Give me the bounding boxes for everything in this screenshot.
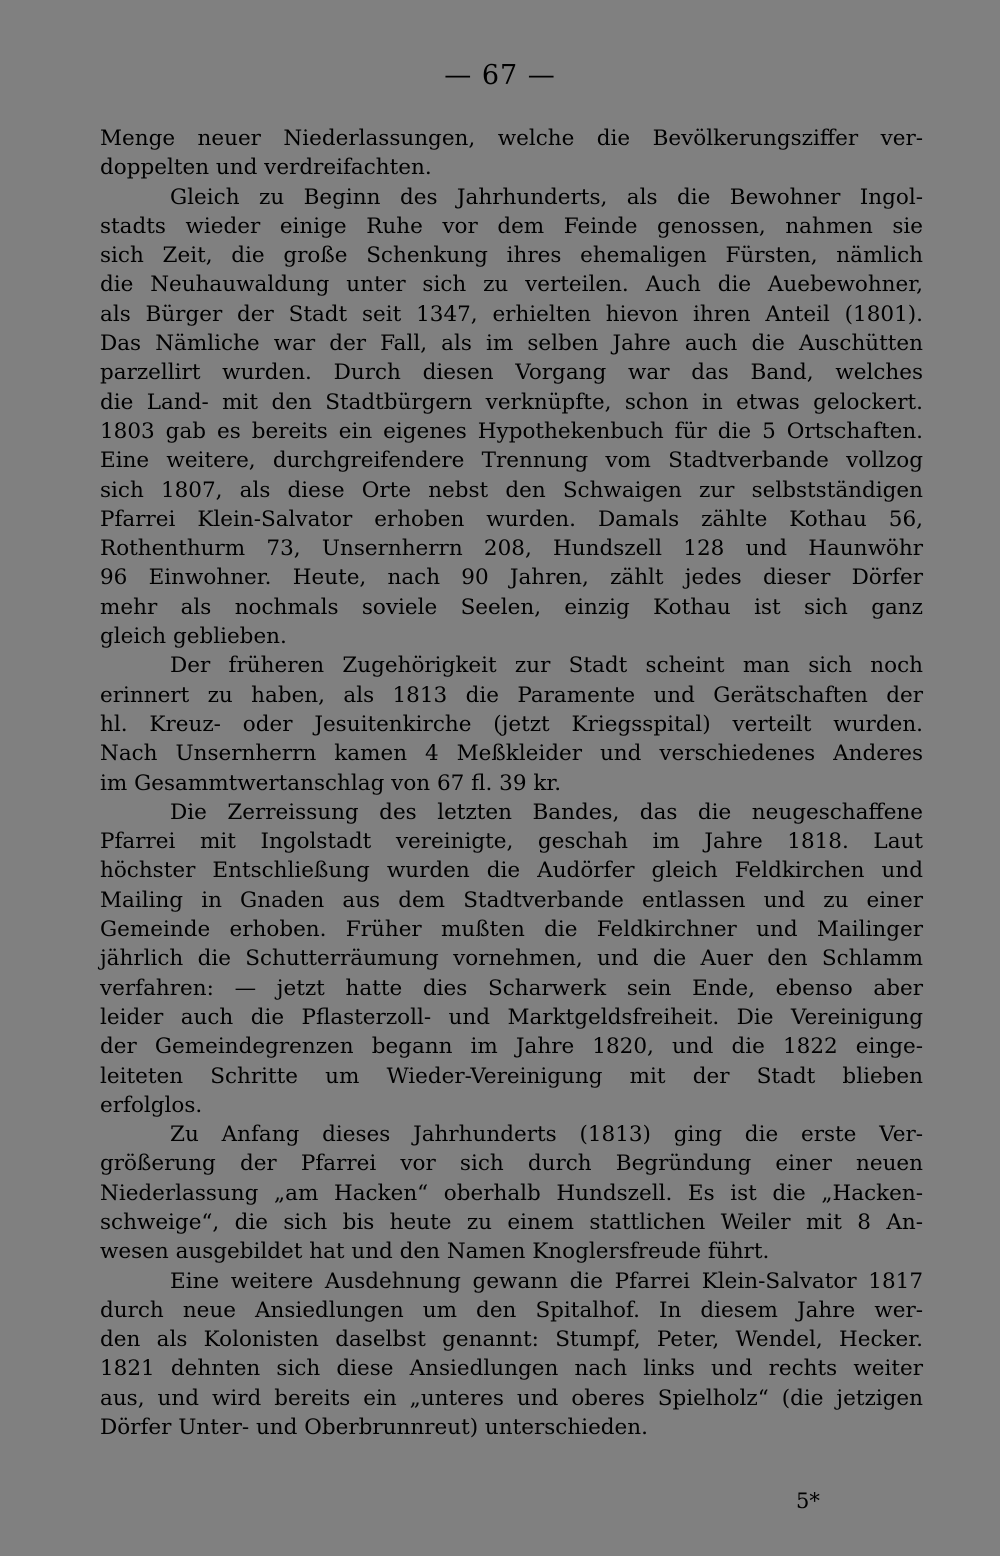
text-line: erfolglos.: [100, 1092, 203, 1118]
paragraph: [100, 183, 923, 652]
text-line: mehr als nochmals soviele Seelen, einzig Kothau ist sich ganz: [100, 594, 923, 620]
text-line: Die Zerreissung des letzten Bandes, das die neugeschaffene: [170, 799, 923, 825]
signature-mark: 5*: [796, 1489, 820, 1513]
text-line: aus, und wird bereits ein „unteres und oberes Spielholz“ (die jetzigen: [100, 1385, 923, 1411]
text-line: höchster Entschließung wurden die Audörfer gleich Feldkirchen und: [100, 858, 923, 884]
paragraph: [100, 798, 923, 1120]
text-line: als Bürger der Stadt seit 1347, erhielten hievon ihren Anteil (1801).: [100, 301, 923, 327]
text-line: Nach Unsernherrn kamen 4 Meßkleider und verschiedenes Anderes: [100, 741, 923, 767]
text-line: Mailing in Gnaden aus dem Stadtverbande entlassen und zu einer: [100, 887, 923, 913]
text-line: stadts wieder einige Ruhe vor dem Feinde genossen, nahmen sie: [100, 213, 923, 239]
text-line: doppelten und verdreifachten.: [100, 155, 432, 181]
text-line: hl. Kreuz- oder Jesuitenkirche (jetzt Kriegsspital) verteilt wurden.: [100, 711, 923, 737]
text-line: größerung der Pfarrei vor sich durch Begründung einer neuen: [100, 1151, 923, 1177]
text-line: Rothenthurm 73, Unsernherrn 208, Hundszell 128 und Haunwöhr: [100, 536, 923, 562]
text-line: die Neuhauwaldung unter sich zu verteilen. Auch die Auebewohner,: [100, 272, 923, 298]
text-line: gleich geblieben.: [100, 624, 287, 650]
text-line: Dörfer Unter- und Oberbrunnreut) unterschieden.: [100, 1415, 648, 1441]
text-line: Menge neuer Niederlassungen, welche die Bevölkerungsziffer ver-: [100, 126, 923, 151]
text-line: Eine weitere, durchgreifendere Trennung vom Stadtverbande vollzog: [100, 448, 923, 474]
text-line: den als Kolonisten daselbst genannt: Stumpf, Peter, Wendel, Hecker.: [100, 1327, 923, 1353]
text-line: im Gesammtwertanschlag von 67 fl. 39 kr.: [100, 770, 562, 796]
page-number: — 67 —: [444, 60, 556, 91]
text-line: wesen ausgebildet hat und den Namen Knoglersfreude führt.: [100, 1239, 770, 1265]
text-line: der Gemeindegrenzen begann im Jahre 1820, und die 1822 einge-: [100, 1034, 923, 1060]
text-line: leider auch die Pflasterzoll- und Marktgeldsfreiheit. Die Vereinigung: [100, 1004, 923, 1030]
text-line: Der früheren Zugehörigkeit zur Stadt scheint man sich noch: [170, 653, 923, 679]
text-line: sich 1807, als diese Orte nebst den Schwaigen zur selbstständigen: [100, 477, 923, 503]
text-line: leiteten Schritte um Wieder-Vereinigung mit der Stadt blieben: [100, 1063, 923, 1089]
text-line: durch neue Ansiedlungen um den Spitalhof. In diesem Jahre wer-: [100, 1297, 923, 1323]
paragraph: [100, 1267, 923, 1443]
text-line: Gleich zu Beginn des Jahrhunderts, als die Bewohner Ingol-: [170, 184, 923, 210]
text-line: Pfarrei Klein-Salvator erhoben wurden. Damals zählte Kothau 56,: [100, 506, 923, 532]
text-line: die Land- mit den Stadtbürgern verknüpfte, schon in etwas gelockert.: [100, 389, 923, 415]
text-line: erinnert zu haben, als 1813 die Paramente und Gerätschaften der: [100, 682, 923, 708]
paragraph: [100, 1120, 923, 1266]
text-line: 96 Einwohner. Heute, nach 90 Jahren, zählt jedes dieser Dörfer: [100, 565, 923, 591]
text-line: Eine weitere Ausdehnung gewann die Pfarrei Klein-Salvator 1817: [170, 1268, 923, 1294]
text-line: Niederlassung „am Hacken“ oberhalb Hundszell. Es ist die „Hacken-: [100, 1180, 923, 1206]
text-line: Gemeinde erhoben. Früher mußten die Feldkirchner und Mailinger: [100, 917, 923, 943]
text-line: Das Nämliche war der Fall, als im selben Jahre auch die Auschütten: [100, 331, 923, 357]
text-line: 1803 gab es bereits ein eigenes Hypothekenbuch für die 5 Ortschaften.: [100, 418, 923, 444]
text-line: Pfarrei mit Ingolstadt vereinigte, geschah im Jahre 1818. Laut: [100, 829, 923, 855]
text-line: parzellirt wurden. Durch diesen Vorgang war das Band, welches: [100, 360, 923, 386]
text-line: verfahren: — jetzt hatte dies Scharwerk sein Ende, ebenso aber: [100, 975, 923, 1001]
text-line: sich Zeit, die große Schenkung ihres ehemaligen Fürsten, nämlich: [100, 243, 923, 269]
text-line: Zu Anfang dieses Jahrhunderts (1813) ging die erste Ver-: [170, 1122, 923, 1148]
text-line: schweige“, die sich bis heute zu einem stattlichen Weiler mit 8 An-: [100, 1209, 923, 1235]
paragraph: [100, 651, 923, 797]
paragraph: [100, 124, 923, 183]
body-text: [100, 124, 923, 1442]
text-line: 1821 dehnten sich diese Ansiedlungen nach links und rechts weiter: [100, 1356, 923, 1382]
text-line: jährlich die Schutterräumung vornehmen, und die Auer den Schlamm: [100, 946, 923, 972]
